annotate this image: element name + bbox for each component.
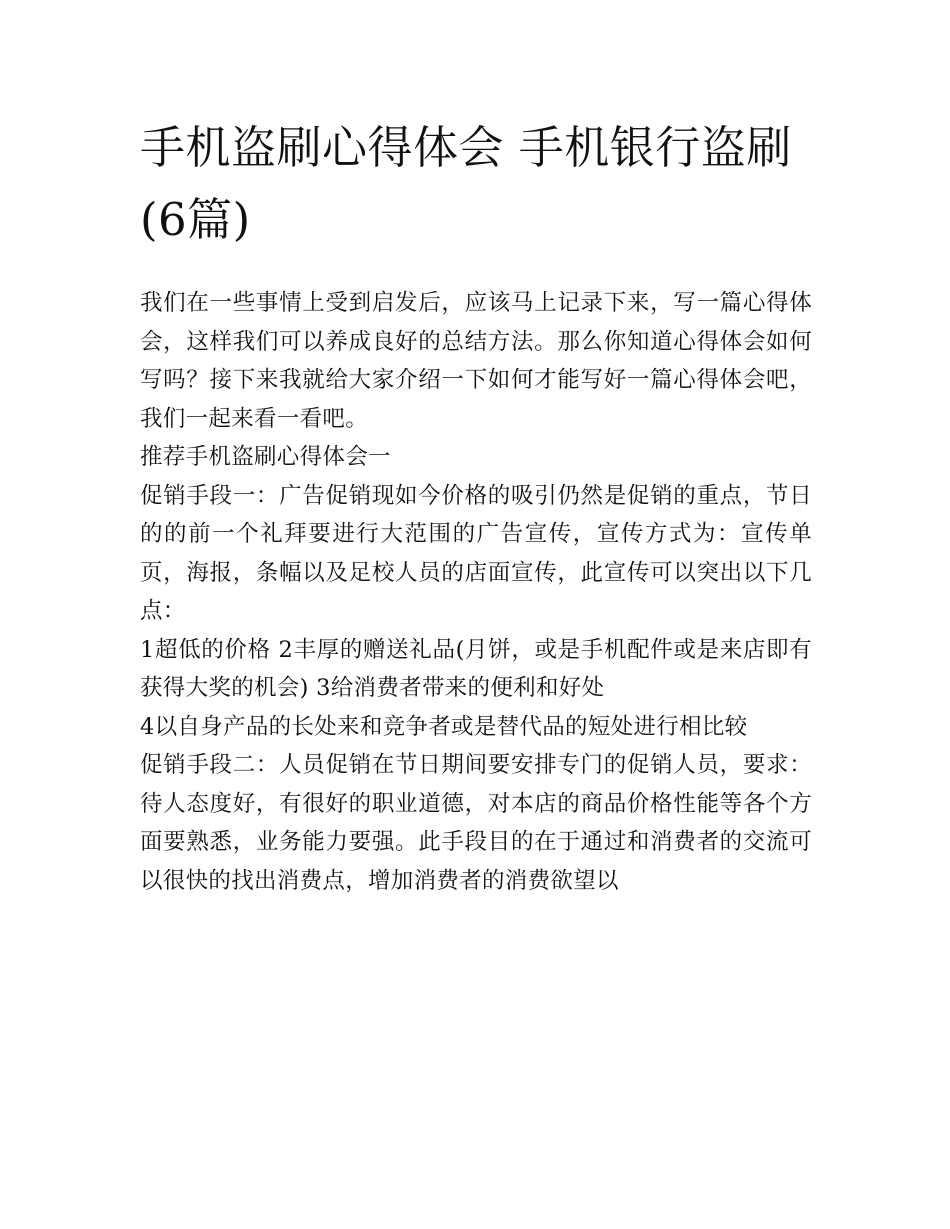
- document-body: [140, 112, 812, 900]
- promotion-method-one-paragraph: 促销手段一：广告促销现如今价格的吸引仍然是促销的重点，节日的的前一个礼拜要进行大范围的广告宣传，宣传方式为：宣传单页，海报，条幅以及足校人员的店面宣传，此宣传可以突出以下几点：: [140, 482, 812, 624]
- promotion-points-paragraph: 1超低的价格 2丰厚的赠送礼品(月饼，或是手机配件或是来店即有获得大奖的机会) 3给消费者带来的便利和好处: [140, 636, 812, 701]
- section-heading: 推荐手机盗刷心得体会一: [140, 444, 391, 470]
- document-title: 手机盗刷心得体会 手机银行盗刷(6篇): [140, 121, 792, 246]
- intro-paragraph: 我们在一些事情上受到启发后，应该马上记录下来，写一篇心得体会，这样我们可以养成良好的总结方法。那么你知道心得体会如何写吗？接下来我就给大家介绍一下如何才能写好一篇心得体会吧，我们一起来看一看吧。: [140, 290, 812, 432]
- comparison-point-paragraph: 4以自身产品的长处来和竞争者或是替代品的短处进行相比较: [140, 713, 748, 740]
- title-spacing: [140, 256, 812, 284]
- promotion-method-two-paragraph: 促销手段二：人员促销在节日期间要安排专门的促销人员，要求：待人态度好，有很好的职业道德，对本店的商品价格性能等各个方面要熟悉，业务能力要强。此手段目的在于通过和消费者的交流可以很快的找出消费点，增加消费者的消费欲望以: [140, 752, 812, 894]
